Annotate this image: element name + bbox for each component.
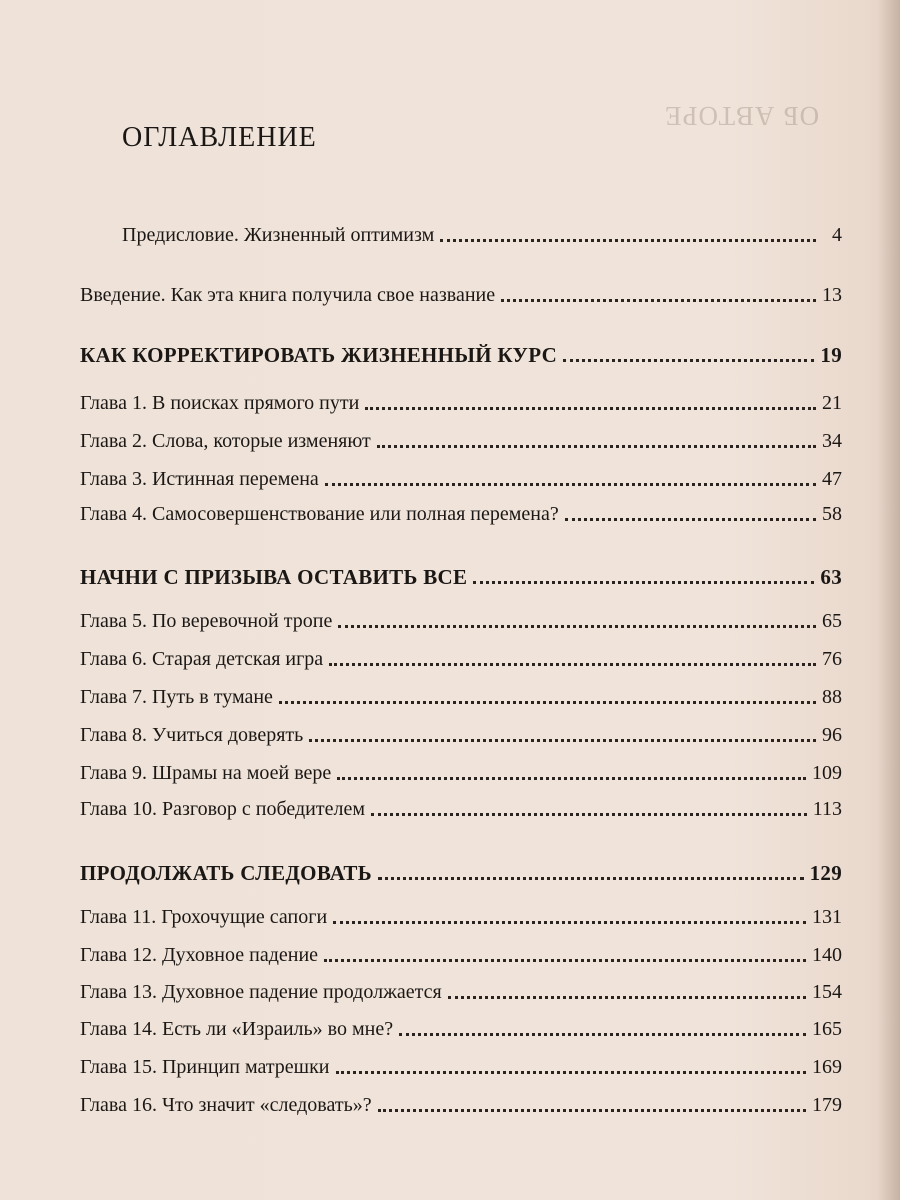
toc-page-number: 34 xyxy=(822,430,842,452)
toc-title: ОГЛАВЛЕНИЕ xyxy=(122,122,317,153)
toc-chapter-entry[interactable] xyxy=(80,386,842,420)
dot-leader xyxy=(325,483,816,486)
toc-chapter-entry[interactable] xyxy=(80,900,842,934)
dot-leader xyxy=(399,1033,806,1036)
chapter-title: По веревочной тропе xyxy=(151,610,333,632)
toc-chapter-entry[interactable] xyxy=(80,497,842,531)
chapter-title: Есть ли «Израиль» во мне? xyxy=(161,1018,394,1040)
toc-chapter-entry[interactable] xyxy=(80,604,842,638)
chapter-number: Глава 3. xyxy=(80,468,147,490)
toc-page-number: 140 xyxy=(812,944,842,966)
chapter-number: Глава 4. xyxy=(80,503,147,525)
toc-chapter-entry[interactable] xyxy=(80,1088,842,1122)
toc-chapter-entry[interactable] xyxy=(80,1050,842,1084)
chapter-title: Шрамы на моей вере xyxy=(151,762,332,784)
toc-page-number: 13 xyxy=(822,284,842,306)
dot-leader xyxy=(473,581,814,584)
dot-leader xyxy=(333,921,806,924)
toc-page-number: 129 xyxy=(809,861,842,885)
chapter-title: Что значит «следовать»? xyxy=(161,1094,372,1116)
toc-page-number: 21 xyxy=(822,392,842,414)
toc-chapter-entry[interactable] xyxy=(80,462,842,496)
chapter-number: Глава 1. xyxy=(80,392,147,414)
dot-leader xyxy=(338,625,816,628)
chapter-title: Духовное падение продолжается xyxy=(161,981,442,1003)
chapter-number: Глава 5. xyxy=(80,610,147,632)
toc-page-number: 109 xyxy=(812,762,842,784)
chapter-number: Глава 13. xyxy=(80,981,157,1003)
chapter-title: Разговор с победителем xyxy=(161,798,366,820)
toc-page-number: 169 xyxy=(812,1056,842,1078)
dot-leader xyxy=(336,1071,806,1074)
chapter-title: Учиться доверять xyxy=(151,724,304,746)
toc-chapter-entry[interactable] xyxy=(80,424,842,458)
toc-entry-introduction[interactable] xyxy=(80,278,842,312)
dot-leader xyxy=(565,518,816,521)
part-title: КАК КОРРЕКТИРОВАТЬ ЖИЗНЕННЫЙ КУРС xyxy=(80,343,558,367)
dot-leader xyxy=(329,663,816,666)
page-spine-shadow xyxy=(878,0,900,1200)
chapter-title: Слова, которые изменяют xyxy=(151,430,371,452)
chapter-title: Принцип матрешки xyxy=(161,1056,330,1078)
chapter-number: Глава 14. xyxy=(80,1018,157,1040)
toc-chapter-entry[interactable] xyxy=(80,792,842,826)
toc-page-number: 19 xyxy=(820,343,842,367)
chapter-number: Глава 8. xyxy=(80,724,147,746)
toc-chapter-entry[interactable] xyxy=(80,938,842,972)
dot-leader xyxy=(378,877,804,880)
dot-leader xyxy=(440,239,816,242)
dot-leader xyxy=(377,445,816,448)
dot-leader xyxy=(563,359,814,362)
dot-leader xyxy=(448,996,806,999)
dot-leader xyxy=(279,701,816,704)
toc-page-number: 58 xyxy=(822,503,842,525)
chapter-title: В поисках прямого пути xyxy=(151,392,360,414)
toc-entry-label: Введение. Как эта книга получила свое название xyxy=(80,284,496,306)
toc-page-number: 96 xyxy=(822,724,842,746)
dot-leader xyxy=(365,407,816,410)
dot-leader xyxy=(501,299,816,302)
chapter-title: Путь в тумане xyxy=(151,686,273,708)
toc-page-number: 76 xyxy=(822,648,842,670)
toc-page-number: 65 xyxy=(822,610,842,632)
toc-chapter-entry[interactable] xyxy=(80,756,842,790)
toc-part-heading[interactable] xyxy=(80,560,842,594)
toc-page-number: 165 xyxy=(812,1018,842,1040)
dot-leader xyxy=(337,777,806,780)
toc-chapter-entry[interactable] xyxy=(80,680,842,714)
chapter-number: Глава 2. xyxy=(80,430,147,452)
chapter-number: Глава 12. xyxy=(80,944,157,966)
toc-chapter-entry[interactable] xyxy=(80,642,842,676)
toc-entry-label: Предисловие. Жизненный оптимизм xyxy=(122,224,435,246)
part-title: ПРОДОЛЖАТЬ СЛЕДОВАТЬ xyxy=(80,861,372,885)
chapter-title: Грохочущие сапоги xyxy=(161,906,328,928)
dot-leader xyxy=(324,959,806,962)
chapter-number: Глава 7. xyxy=(80,686,147,708)
toc-page-number: 179 xyxy=(812,1094,842,1116)
toc-part-heading[interactable] xyxy=(80,856,842,890)
chapter-title: Самосовершенствование или полная перемена? xyxy=(151,503,559,525)
chapter-number: Глава 16. xyxy=(80,1094,157,1116)
toc-entry-preface[interactable] xyxy=(122,218,842,252)
toc-page-number: 63 xyxy=(820,565,842,589)
dot-leader xyxy=(378,1109,806,1112)
chapter-title: Духовное падение xyxy=(161,944,319,966)
toc-page-number: 131 xyxy=(812,906,842,928)
toc-chapter-entry[interactable] xyxy=(80,718,842,752)
toc-page-number: 88 xyxy=(822,686,842,708)
chapter-number: Глава 9. xyxy=(80,762,147,784)
chapter-title: Старая детская игра xyxy=(151,648,324,670)
bleed-through-title: ОБ АВТОРЕ xyxy=(664,101,820,131)
toc-page-number: 113 xyxy=(812,798,842,820)
toc-part-heading[interactable] xyxy=(80,338,842,372)
chapter-number: Глава 11. xyxy=(80,906,157,928)
toc-page-number: 4 xyxy=(832,224,842,246)
dot-leader xyxy=(309,739,816,742)
toc-chapter-entry[interactable] xyxy=(80,1012,842,1046)
toc-chapter-entry[interactable] xyxy=(80,975,842,1009)
chapter-title: Истинная перемена xyxy=(151,468,319,490)
chapter-number: Глава 6. xyxy=(80,648,147,670)
chapter-number: Глава 10. xyxy=(80,798,157,820)
dot-leader xyxy=(371,813,807,816)
toc-page-number: 154 xyxy=(812,981,842,1003)
part-title: НАЧНИ С ПРИЗЫВА ОСТАВИТЬ ВСЕ xyxy=(80,565,468,589)
chapter-number: Глава 15. xyxy=(80,1056,157,1078)
toc-page-number: 47 xyxy=(822,468,842,490)
